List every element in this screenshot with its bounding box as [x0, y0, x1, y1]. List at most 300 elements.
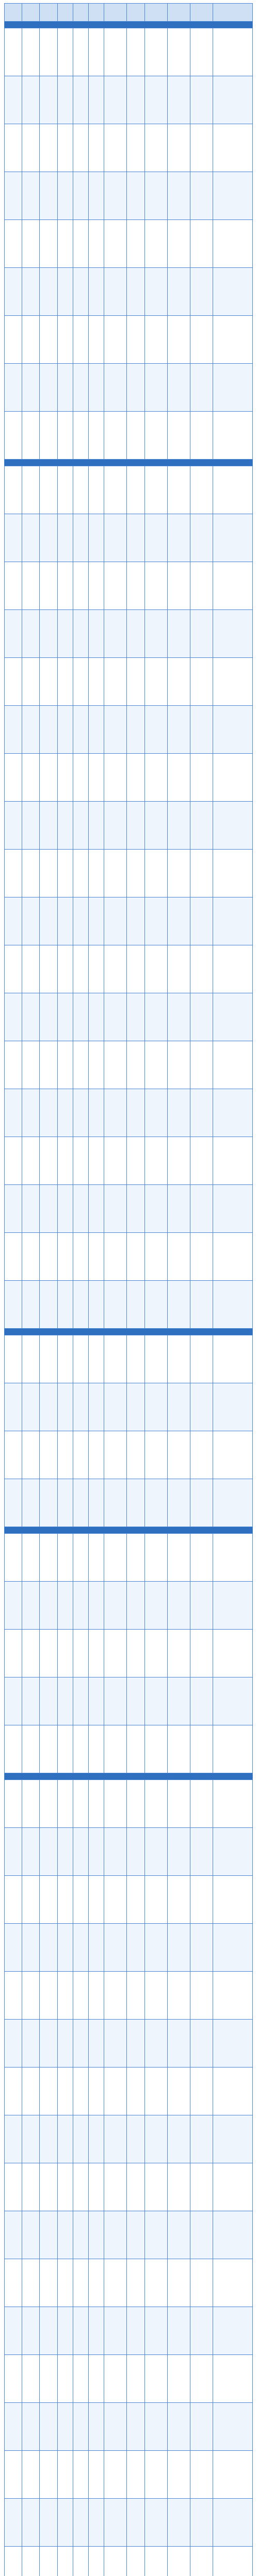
table-cell: [40, 1972, 57, 2020]
table-cell: [213, 2067, 253, 2115]
table-cell: [22, 1431, 40, 1479]
table-cell: [5, 897, 22, 945]
table-cell: [167, 1335, 190, 1383]
table-cell: [88, 172, 104, 220]
table-cell: [127, 364, 144, 412]
table-cell: [144, 1630, 167, 1677]
table-cell: [144, 1582, 167, 1630]
table-cell: [73, 1137, 88, 1185]
table-cell: [40, 1137, 57, 1185]
table-cell: [167, 124, 190, 172]
table-cell: [5, 2020, 22, 2067]
table-cell: [213, 945, 253, 993]
table-cell: [40, 1185, 57, 1233]
table-cell: [213, 2115, 253, 2163]
table-cell: [127, 1780, 144, 1828]
table-cell: [57, 1383, 73, 1431]
table-cell: [213, 2307, 253, 2355]
table-cell: [57, 2451, 73, 2499]
table-cell: [57, 2211, 73, 2259]
table-cell: [104, 1233, 127, 1281]
table-cell: [144, 1041, 167, 1089]
table-cell: [73, 124, 88, 172]
table-cell: [213, 28, 253, 76]
table-cell: [127, 802, 144, 850]
table-cell: [57, 1630, 73, 1677]
table-cell: [104, 514, 127, 562]
table-cell: [5, 2403, 22, 2451]
table-cell: [127, 850, 144, 897]
table-cell: [167, 2403, 190, 2451]
section-title: [5, 1773, 253, 1780]
column-header: [88, 4, 104, 22]
table-cell: [167, 2259, 190, 2307]
table-cell: [167, 1677, 190, 1725]
table-cell: [213, 658, 253, 706]
table-cell: [22, 514, 40, 562]
table-cell: [104, 2499, 127, 2547]
table-cell: [57, 850, 73, 897]
table-cell: [190, 1534, 213, 1582]
table-cell: [88, 1582, 104, 1630]
table-row: [5, 124, 253, 172]
table-cell: [88, 706, 104, 754]
table-cell: [127, 945, 144, 993]
table-cell: [88, 466, 104, 514]
table-cell: [73, 1335, 88, 1383]
table-cell: [104, 1780, 127, 1828]
table-row: [5, 1233, 253, 1281]
table-cell: [144, 2451, 167, 2499]
table-cell: [73, 1233, 88, 1281]
section-title: [5, 22, 253, 28]
table-cell: [144, 754, 167, 802]
column-header: [40, 4, 57, 22]
table-cell: [127, 1041, 144, 1089]
table-cell: [127, 1725, 144, 1773]
table-cell: [22, 1041, 40, 1089]
table-cell: [167, 364, 190, 412]
table-cell: [5, 2163, 22, 2211]
table-cell: [57, 706, 73, 754]
table-cell: [57, 897, 73, 945]
table-cell: [190, 2355, 213, 2403]
table-cell: [167, 1383, 190, 1431]
table-row: [5, 1780, 253, 1828]
table-cell: [167, 2115, 190, 2163]
table-cell: [57, 2259, 73, 2307]
table-cell: [40, 562, 57, 610]
table-cell: [213, 2355, 253, 2403]
table-cell: [167, 1582, 190, 1630]
table-cell: [40, 754, 57, 802]
table-cell: [88, 1383, 104, 1431]
table-cell: [88, 124, 104, 172]
table-cell: [144, 1828, 167, 1876]
table-cell: [57, 2307, 73, 2355]
table-cell: [22, 945, 40, 993]
table-cell: [144, 2020, 167, 2067]
table-cell: [73, 1185, 88, 1233]
table-cell: [73, 2403, 88, 2451]
table-cell: [73, 850, 88, 897]
table-cell: [190, 1335, 213, 1383]
table-cell: [22, 706, 40, 754]
table-cell: [40, 2115, 57, 2163]
table-cell: [88, 1479, 104, 1527]
table-cell: [73, 2163, 88, 2211]
table-cell: [144, 1780, 167, 1828]
table-cell: [104, 2403, 127, 2451]
table-row: [5, 466, 253, 514]
section-header-row: [5, 460, 253, 466]
table-cell: [104, 220, 127, 268]
table-cell: [144, 2403, 167, 2451]
table-row: [5, 268, 253, 316]
table-cell: [73, 2451, 88, 2499]
table-cell: [5, 1828, 22, 1876]
table-cell: [127, 316, 144, 364]
table-cell: [127, 1828, 144, 1876]
table-cell: [5, 945, 22, 993]
table-cell: [5, 850, 22, 897]
table-cell: [57, 1677, 73, 1725]
table-cell: [190, 2499, 213, 2547]
table-cell: [127, 466, 144, 514]
table-cell: [73, 993, 88, 1041]
table-cell: [104, 850, 127, 897]
table-cell: [88, 2547, 104, 2576]
table-row: [5, 1185, 253, 1233]
table-cell: [167, 1630, 190, 1677]
table-cell: [190, 1828, 213, 1876]
table-cell: [73, 1972, 88, 2020]
table-cell: [73, 2115, 88, 2163]
table-cell: [167, 1876, 190, 1924]
table-cell: [190, 220, 213, 268]
table-cell: [88, 945, 104, 993]
table-cell: [127, 220, 144, 268]
table-cell: [144, 1677, 167, 1725]
table-row: [5, 993, 253, 1041]
table-cell: [190, 2259, 213, 2307]
table-cell: [167, 2067, 190, 2115]
table-cell: [57, 316, 73, 364]
table-cell: [22, 172, 40, 220]
table-cell: [40, 2259, 57, 2307]
table-cell: [190, 1137, 213, 1185]
table-cell: [5, 2547, 22, 2576]
table-cell: [104, 172, 127, 220]
table-cell: [167, 2307, 190, 2355]
table-cell: [22, 268, 40, 316]
table-cell: [40, 1630, 57, 1677]
table-cell: [190, 706, 213, 754]
table-cell: [88, 1534, 104, 1582]
table-cell: [5, 28, 22, 76]
table-cell: [73, 1534, 88, 1582]
column-header: [144, 4, 167, 22]
table-cell: [127, 124, 144, 172]
column-header: [57, 4, 73, 22]
table-cell: [5, 2115, 22, 2163]
table-cell: [144, 1725, 167, 1773]
table-cell: [144, 1335, 167, 1383]
table-cell: [213, 706, 253, 754]
table-cell: [73, 2067, 88, 2115]
table-cell: [104, 562, 127, 610]
table-cell: [167, 562, 190, 610]
table-cell: [213, 1582, 253, 1630]
table-cell: [167, 466, 190, 514]
table-cell: [144, 28, 167, 76]
table-cell: [167, 1431, 190, 1479]
table-cell: [190, 1780, 213, 1828]
table-cell: [57, 2403, 73, 2451]
table-row: [5, 945, 253, 993]
table-cell: [104, 268, 127, 316]
table-cell: [88, 28, 104, 76]
table-cell: [213, 364, 253, 412]
table-cell: [73, 172, 88, 220]
column-header: [5, 4, 22, 22]
table-cell: [190, 466, 213, 514]
column-header: [73, 4, 88, 22]
table-cell: [22, 2020, 40, 2067]
table-cell: [5, 2499, 22, 2547]
table-row: [5, 2451, 253, 2499]
table-cell: [167, 945, 190, 993]
table-cell: [127, 1534, 144, 1582]
table-cell: [213, 2451, 253, 2499]
table-cell: [40, 1725, 57, 1773]
table-cell: [73, 658, 88, 706]
table-cell: [73, 1431, 88, 1479]
table-cell: [73, 220, 88, 268]
job-position-table: [4, 3, 253, 2576]
table-row: [5, 1431, 253, 1479]
table-cell: [22, 610, 40, 658]
table-cell: [88, 1677, 104, 1725]
table-row: [5, 1383, 253, 1431]
table-cell: [144, 2115, 167, 2163]
table-cell: [127, 1972, 144, 2020]
table-row: [5, 1677, 253, 1725]
table-cell: [213, 220, 253, 268]
table-cell: [104, 2020, 127, 2067]
table-cell: [40, 1431, 57, 1479]
table-cell: [167, 514, 190, 562]
table-cell: [144, 1233, 167, 1281]
table-cell: [104, 316, 127, 364]
table-cell: [40, 945, 57, 993]
table-cell: [167, 1780, 190, 1828]
table-cell: [73, 1630, 88, 1677]
table-row: [5, 364, 253, 412]
table-cell: [5, 1281, 22, 1329]
table-cell: [213, 1137, 253, 1185]
table-cell: [144, 658, 167, 706]
table-cell: [73, 1041, 88, 1089]
table-cell: [190, 1876, 213, 1924]
table-cell: [22, 2307, 40, 2355]
table-cell: [73, 364, 88, 412]
table-cell: [5, 1089, 22, 1137]
table-cell: [57, 1582, 73, 1630]
table-cell: [88, 1780, 104, 1828]
table-cell: [73, 2307, 88, 2355]
table-cell: [213, 412, 253, 460]
table-cell: [40, 1828, 57, 1876]
table-cell: [104, 1041, 127, 1089]
table-cell: [144, 1972, 167, 2020]
table-cell: [104, 2163, 127, 2211]
table-cell: [40, 897, 57, 945]
section-title: [5, 1329, 253, 1335]
table-cell: [127, 412, 144, 460]
table-cell: [144, 514, 167, 562]
table-cell: [57, 268, 73, 316]
table-cell: [190, 124, 213, 172]
table-cell: [73, 1876, 88, 1924]
table-cell: [144, 2307, 167, 2355]
table-cell: [22, 2499, 40, 2547]
table-cell: [5, 1725, 22, 1773]
table-cell: [40, 2211, 57, 2259]
table-cell: [22, 2355, 40, 2403]
table-cell: [22, 1972, 40, 2020]
table-cell: [127, 1876, 144, 1924]
table-cell: [167, 1725, 190, 1773]
table-cell: [40, 412, 57, 460]
column-header: [127, 4, 144, 22]
table-cell: [144, 2067, 167, 2115]
table-cell: [88, 220, 104, 268]
table-cell: [127, 1630, 144, 1677]
table-cell: [57, 993, 73, 1041]
table-cell: [127, 2115, 144, 2163]
table-cell: [144, 850, 167, 897]
table-cell: [73, 268, 88, 316]
table-row: [5, 514, 253, 562]
table-cell: [73, 1780, 88, 1828]
table-cell: [57, 2499, 73, 2547]
table-cell: [73, 802, 88, 850]
table-cell: [5, 1383, 22, 1431]
table-cell: [127, 172, 144, 220]
table-cell: [127, 1431, 144, 1479]
table-cell: [144, 802, 167, 850]
table-cell: [73, 2259, 88, 2307]
table-cell: [190, 945, 213, 993]
table-cell: [57, 1185, 73, 1233]
table-cell: [73, 1479, 88, 1527]
table-cell: [57, 466, 73, 514]
table-row: [5, 28, 253, 76]
table-cell: [57, 1725, 73, 1773]
table-cell: [190, 2020, 213, 2067]
table-cell: [104, 2307, 127, 2355]
table-cell: [144, 2211, 167, 2259]
table-cell: [40, 1479, 57, 1527]
table-cell: [88, 1185, 104, 1233]
table-cell: [40, 172, 57, 220]
table-cell: [73, 1677, 88, 1725]
table-row: [5, 2020, 253, 2067]
table-cell: [127, 2499, 144, 2547]
table-cell: [127, 76, 144, 124]
table-cell: [104, 412, 127, 460]
table-cell: [104, 2355, 127, 2403]
table-cell: [213, 2403, 253, 2451]
table-cell: [127, 754, 144, 802]
table-cell: [5, 1137, 22, 1185]
table-cell: [190, 850, 213, 897]
table-cell: [57, 658, 73, 706]
table-cell: [88, 364, 104, 412]
table-cell: [144, 897, 167, 945]
table-cell: [104, 364, 127, 412]
table-cell: [40, 2499, 57, 2547]
table-cell: [190, 1677, 213, 1725]
table-cell: [213, 514, 253, 562]
table-row: [5, 2307, 253, 2355]
section-header-row: [5, 1773, 253, 1780]
table-cell: [144, 1137, 167, 1185]
table-cell: [167, 76, 190, 124]
table-cell: [88, 2211, 104, 2259]
table-cell: [213, 754, 253, 802]
table-cell: [144, 1281, 167, 1329]
table-cell: [190, 268, 213, 316]
table-cell: [190, 1725, 213, 1773]
table-cell: [190, 514, 213, 562]
table-cell: [190, 802, 213, 850]
table-cell: [40, 124, 57, 172]
table-cell: [127, 706, 144, 754]
table-cell: [5, 1233, 22, 1281]
table-cell: [5, 1335, 22, 1383]
table-row: [5, 1089, 253, 1137]
table-cell: [5, 2451, 22, 2499]
table-cell: [167, 610, 190, 658]
table-cell: [5, 706, 22, 754]
table-cell: [144, 1876, 167, 1924]
table-cell: [190, 1582, 213, 1630]
table-cell: [213, 1924, 253, 1972]
table-cell: [144, 706, 167, 754]
table-cell: [73, 610, 88, 658]
table-cell: [40, 268, 57, 316]
table-row: [5, 2355, 253, 2403]
table-cell: [104, 1534, 127, 1582]
table-cell: [190, 1185, 213, 1233]
table-cell: [57, 2115, 73, 2163]
table-cell: [213, 1281, 253, 1329]
table-cell: [190, 993, 213, 1041]
table-cell: [40, 76, 57, 124]
table-cell: [213, 562, 253, 610]
table-cell: [104, 754, 127, 802]
table-cell: [57, 2163, 73, 2211]
table-cell: [73, 2547, 88, 2576]
table-cell: [127, 2355, 144, 2403]
table-cell: [127, 2067, 144, 2115]
column-header: [22, 4, 40, 22]
table-cell: [57, 412, 73, 460]
table-cell: [73, 466, 88, 514]
table-cell: [104, 1335, 127, 1383]
